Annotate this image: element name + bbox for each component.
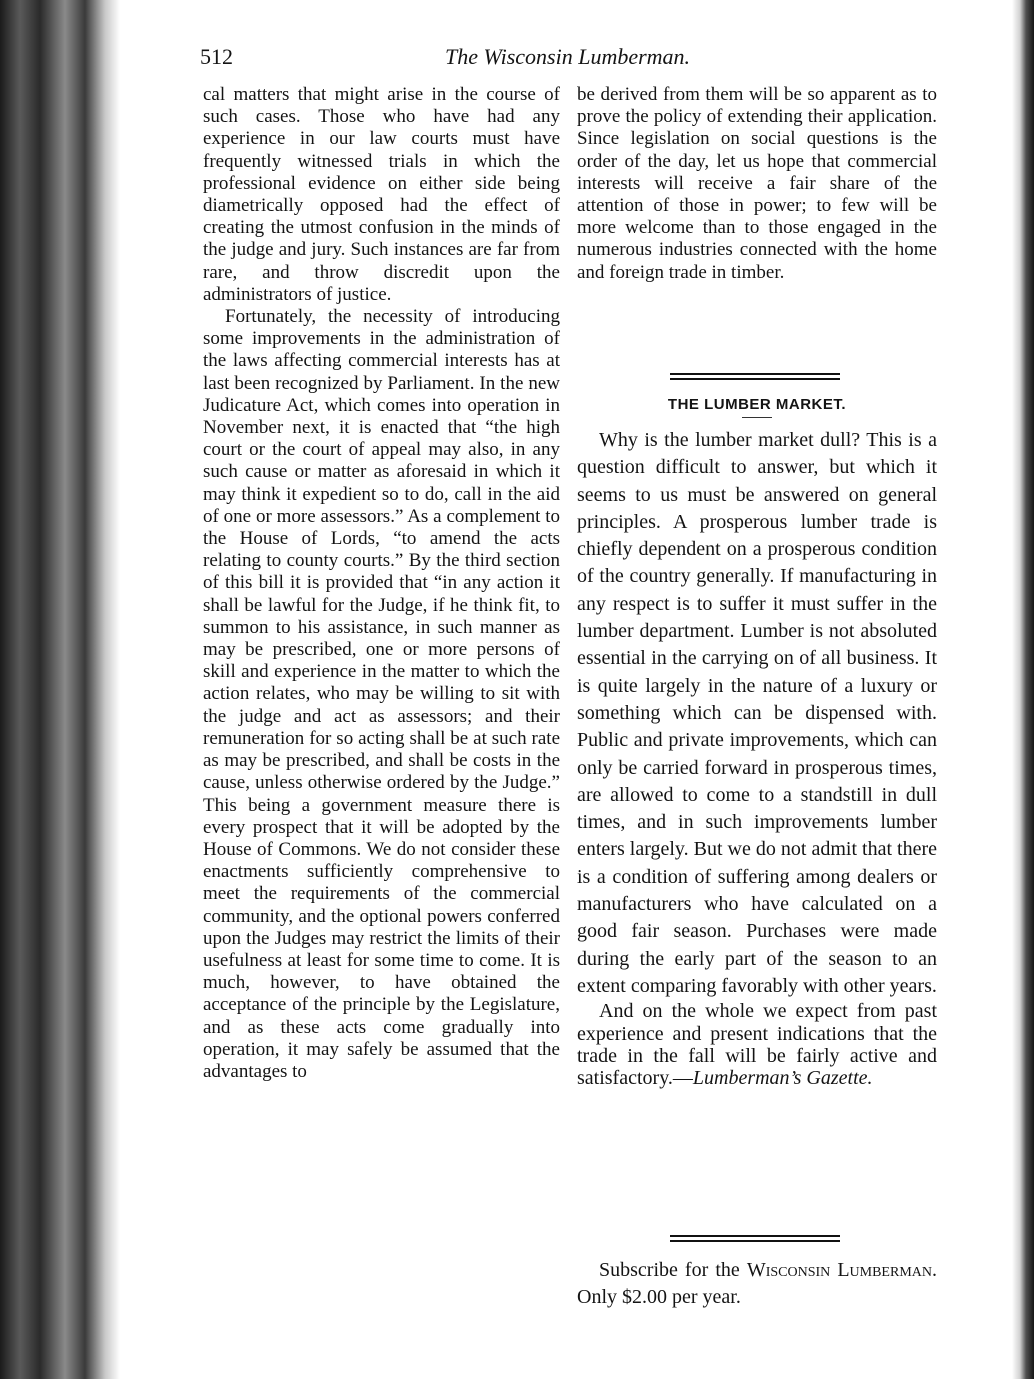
subscribe-prefix: Subscribe for the [599, 1259, 747, 1281]
market-attribution: Lumberman’s Gazette. [692, 1067, 873, 1090]
market-paragraph-1: Why is the lumber market dull? This is a question difficult to answer, but which it seems to us must be answered on general principles. A prosperous lumber trade is chiefly dependent on a prosperous condition of the country generally. If manufacturing in any respect is to suffer it must suffer in the lumber department. Lumber is not absoluted essential in the carrying on of all business. It is quite largely in the nature of a luxury or something which can be dispensed with. Public and private improvements, which can only be carried forward in prosperous times, are allowed to come to a standstill in dull times, and in such improvements lumber enters largely. But we do not admit that there is a condition of suffering among dealers or manufacturers who have calculated on a good fair season. Purchases were made during the early part of the season to an extent comparing favorably with other years. [577, 429, 937, 997]
subscribe-notice [577, 1257, 937, 1311]
subscribe-publication-name: Wisconsin Lumberman [746, 1259, 932, 1281]
closing-divider-double-rule [670, 1235, 840, 1242]
newspaper-page [185, 30, 965, 1360]
lumber-market-article [577, 427, 937, 1089]
section-heading: THE LUMBER MARKET. [667, 396, 847, 413]
continued-paragraph: be derived from them will be so apparent as to prove the policy of extending their application. Since legislation on social questions is the order of the day, let us hope that commercial interests will receive a fair share of the attention of those in power; to few will be more welcome than to those engaged in the numerous industries connected with the home and foreign trade in timber. [577, 84, 937, 283]
market-paragraph-2 [577, 1000, 937, 1089]
market-paragraph-2-text: And on the whole we expect from past experience and present indications that the trade in the fall will be fairly active and satisfactory.— [577, 1000, 937, 1090]
book-binding-shadow [0, 0, 120, 1379]
right-paragraph-1 [577, 84, 937, 284]
running-head [200, 44, 955, 74]
left-column [203, 84, 560, 1083]
section-divider-double-rule [670, 373, 840, 380]
page-edge-shadow [1012, 0, 1034, 1379]
left-paragraph-1: cal matters that might arise in the course of such cases. Those who have had any experience in our law courts must have frequently witnessed trials in which the professional evidence on either side being diametrically opposed had the effect of creating the utmost confusion in the minds of the judge and jury. Such instances are far from rare, and throw discredit upon the administrators of justice. [203, 84, 560, 305]
left-paragraph-2: Fortunately, the necessity of introducing some improvements in the administration of the laws affecting commercial interests has at last been recognized by Parliament. In the new Judicature Act, which comes into operation in November next, it is enacted that “the high court or the court of appeal may also, in any such cause or matter as aforesaid in which it may think it expedient so to do, call in the aid of one or more assessors.” As a complement to the House of Lords, “to amend the acts relating to county courts.” By the third section of this bill it is provided that “in any action it shall be lawful for the Judge, if he think fit, to summon to his assistance, in such manner as may be prescribed, one or more persons of skill and experience in the matter to which the action relates, who may be willing to sit with the judge and act as assessors; and their remuneration for so acting shall be at such rate as may be prescribed, and shall be costs in the cause, unless otherwise ordered by the Judge.” This being a government measure there is every prospect that it will be adopted by the House of Commons. We do not consider these enactments sufficiently comprehensive to meet the requirements of the commercial community, and the optional powers conferred upon the Judges may restrict the limits of their usefulness at least for some time to come. It is much, however, to have obtained the acceptance of the principle by the Legislature, and as these acts come gradually into operation, it may safely be assumed that the advantages to [203, 306, 560, 1082]
heading-underline-rule [742, 417, 772, 418]
subscribe-suffix: . Only $2.00 per year. [577, 1259, 937, 1308]
subscribe-text [577, 1257, 937, 1311]
journal-title: The Wisconsin Lumberman. [445, 44, 691, 69]
page-number: 512 [200, 44, 233, 69]
